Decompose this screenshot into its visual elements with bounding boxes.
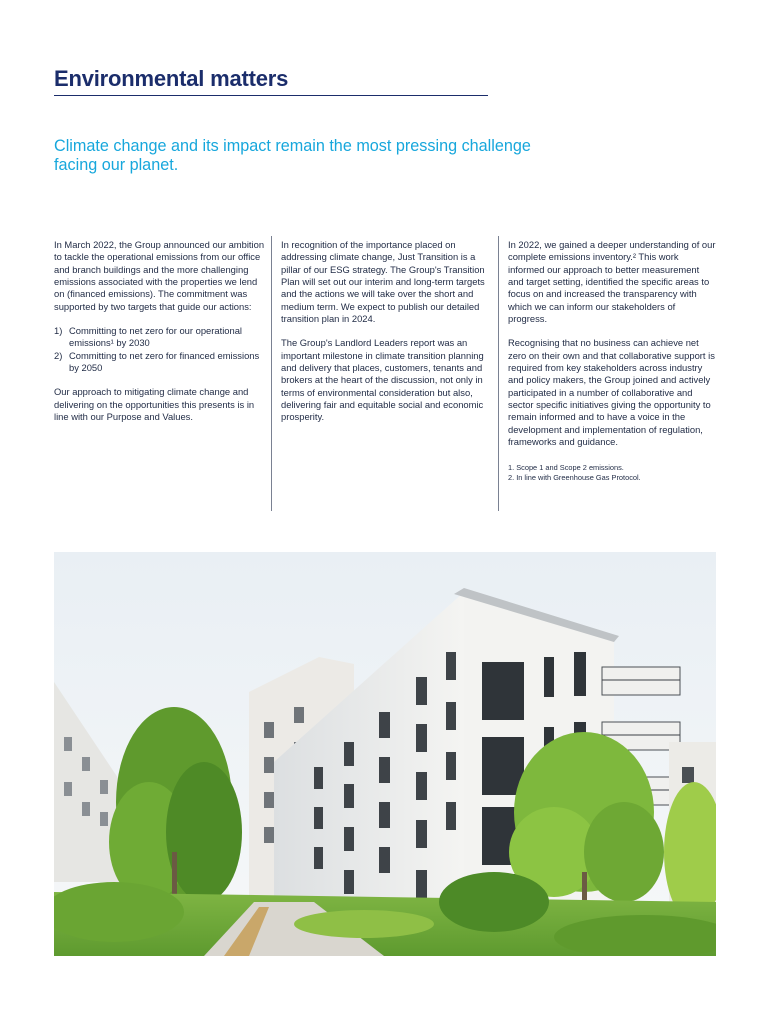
paragraph: Recognising that no business can achieve net zero on their own and that collaborative support is required from key stakeholders across industry and policy makers, the Group joined and actively participated in a number of collaborative and sector specific initiatives giving the opportunity to remain informed and to have a voice in the development and implementation of regulation, frameworks and guidance. (508, 337, 715, 448)
list-item-text: Committing to net zero for financed emissions by 2050 (69, 349, 260, 374)
list-number: 2) (54, 349, 63, 361)
apartment-building-photo (54, 552, 716, 956)
footnotes (508, 463, 716, 483)
list-number: 1) (54, 325, 63, 337)
list-item-text: Committing to net zero for our operational emissions¹ by 2030 (69, 325, 243, 349)
text-column-3 (508, 239, 716, 483)
paragraph: In March 2022, the Group announced our ambition to tackle the operational emissions from our office and branch buildings and the more challenging emissions associated with the properties we lend on (financed emissions). The commitment was supported by two targets that guide our actions: (54, 239, 265, 312)
targets-list (54, 325, 266, 374)
column-divider (271, 236, 272, 511)
paragraph: Our approach to mitigating climate change and delivering on the opportunities this presents is in line with our Purpose and Values. (54, 386, 255, 423)
column-divider (498, 236, 499, 511)
intro-statement: Climate change and its impact remain the most pressing challenge facing our planet. (54, 137, 531, 174)
list-item (54, 325, 266, 350)
footnote: 2. In line with Greenhouse Gas Protocol. (508, 472, 641, 482)
paragraph: The Group's Landlord Leaders report was an important milestone in climate transition planning and delivery that places, customers, tenants and brokers at the heart of the discussion, not only in terms of environmental consideration but also, delivering fair and equitable social and economic prosperity. (281, 337, 484, 423)
footnote: 1. Scope 1 and Scope 2 emissions. (508, 462, 624, 472)
title-underline (54, 95, 488, 96)
text-column-2 (281, 239, 491, 436)
page-title: Environmental matters (54, 66, 289, 91)
paragraph: In recognition of the importance placed on addressing climate change, Just Transition is a pillar of our ESG strategy. The Group's Transition Plan will set out our interim and long-term targets and the actions we will take over the short and medium term. We expect to publish our detailed transition plan in 2024. (281, 239, 485, 325)
text-column-1 (54, 239, 266, 435)
paragraph: In 2022, we gained a deeper understanding of our complete emissions inventory.² This work informed our approach to better measurement and target setting, identified the specific areas to focus on and increased the transparency with which we can inform our stakeholders of progress. (508, 239, 716, 325)
list-item (54, 350, 266, 375)
